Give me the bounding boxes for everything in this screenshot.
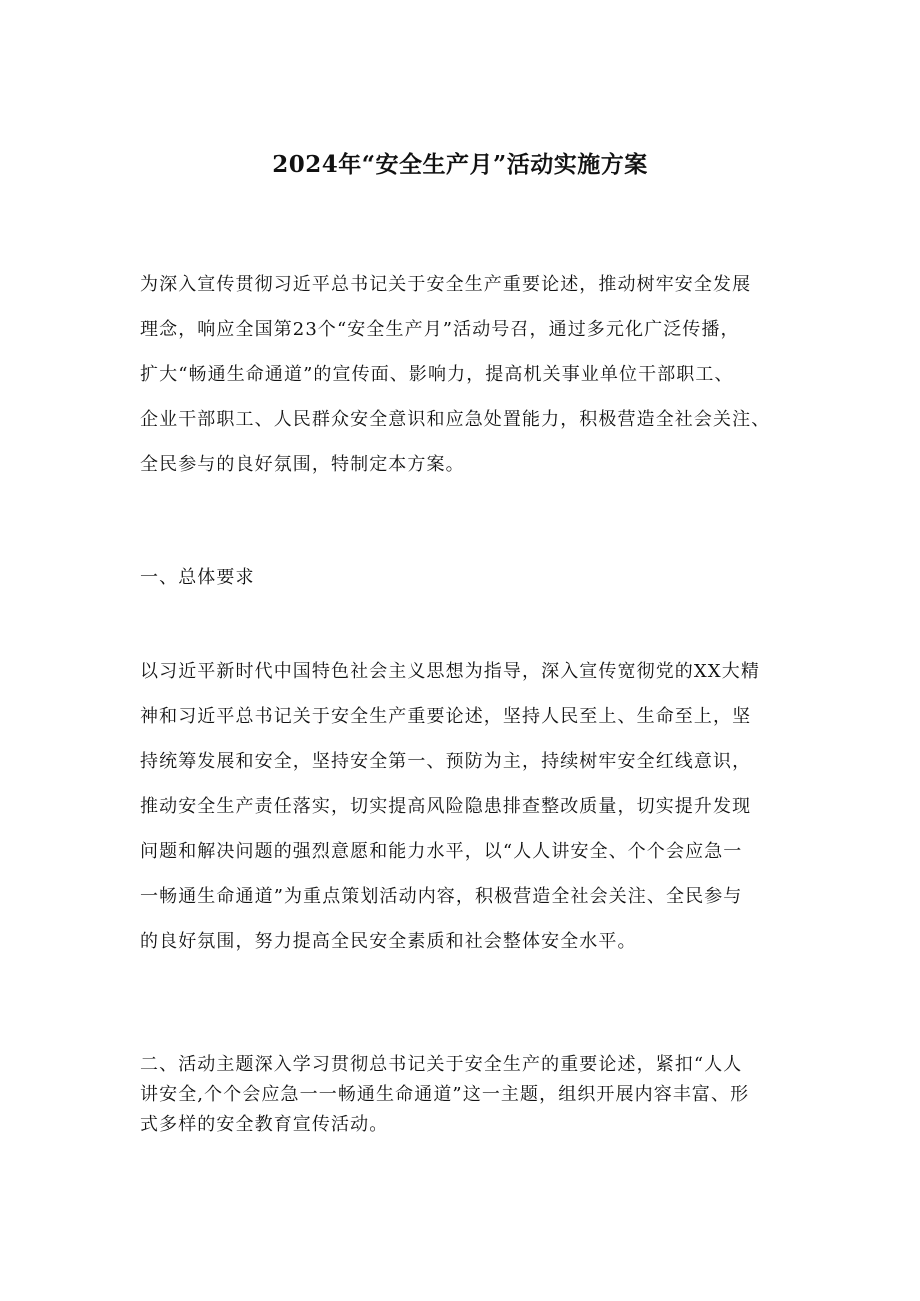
paragraph-line: 式多样的安全教育宣传活动。 bbox=[140, 1114, 389, 1135]
intro-paragraph bbox=[140, 262, 790, 487]
paragraph-line: 理念，响应全国第23个“安全生产月”活动号召，通过多元化广泛传播， bbox=[140, 319, 740, 340]
section-heading bbox=[140, 555, 790, 600]
paragraph-line: 为深入宣传贯彻习近平总书记关于安全生产重要论述，推动树牢安全发展 bbox=[140, 274, 752, 295]
paragraph-line: 问题和解决问题的强烈意愿和能力水平，以“人人讲安全、个个会应急一 bbox=[140, 841, 743, 862]
paragraph-line: 全民参与的良好氛围，特制定本方案。 bbox=[140, 454, 465, 475]
section1-paragraph bbox=[140, 649, 790, 964]
paragraph-line: 企业干部职工、人民群众安全意识和应急处置能力，积极营造全社会关注、 bbox=[140, 409, 771, 430]
paragraph-line: 二、活动主题深入学习贯彻总书记关于安全生产的重要论述，紧扣“人人 bbox=[140, 1054, 743, 1075]
paragraph-line: 神和习近平总书记关于安全生产重要论述，坚持人民至上、生命至上，坚 bbox=[140, 706, 752, 727]
paragraph-line: 扩大“畅通生命通道”的宣传面、影响力，提高机关事业单位干部职工、 bbox=[140, 364, 734, 385]
paragraph-line: 的良好氛围，努力提高全民安全素质和社会整体安全水平。 bbox=[140, 931, 637, 952]
paragraph-line: 持统筹发展和安全，坚持安全第一、预防为主，持续树牢安全红线意识， bbox=[140, 751, 752, 772]
paragraph-line: 一畅通生命通道”为重点策划活动内容，积极营造全社会关注、全民参与 bbox=[140, 886, 743, 907]
paragraph-line: 讲安全,个个会应急一一畅通生命通道”这一主题，组织开展内容丰富、形 bbox=[140, 1084, 750, 1105]
document-title: 2024年“安全生产月”活动实施方案 bbox=[272, 151, 648, 178]
section2-paragraph bbox=[140, 1050, 790, 1140]
paragraph-line: 以习近平新时代中国特色社会主义思想为指导，深入宣传宽彻党的XX大精 bbox=[140, 661, 760, 682]
paragraph-line: 推动安全生产责任落实，切实提高风险隐患排查整改质量，切实提升发现 bbox=[140, 796, 752, 817]
section-heading-text: 一、总体要求 bbox=[140, 567, 255, 588]
